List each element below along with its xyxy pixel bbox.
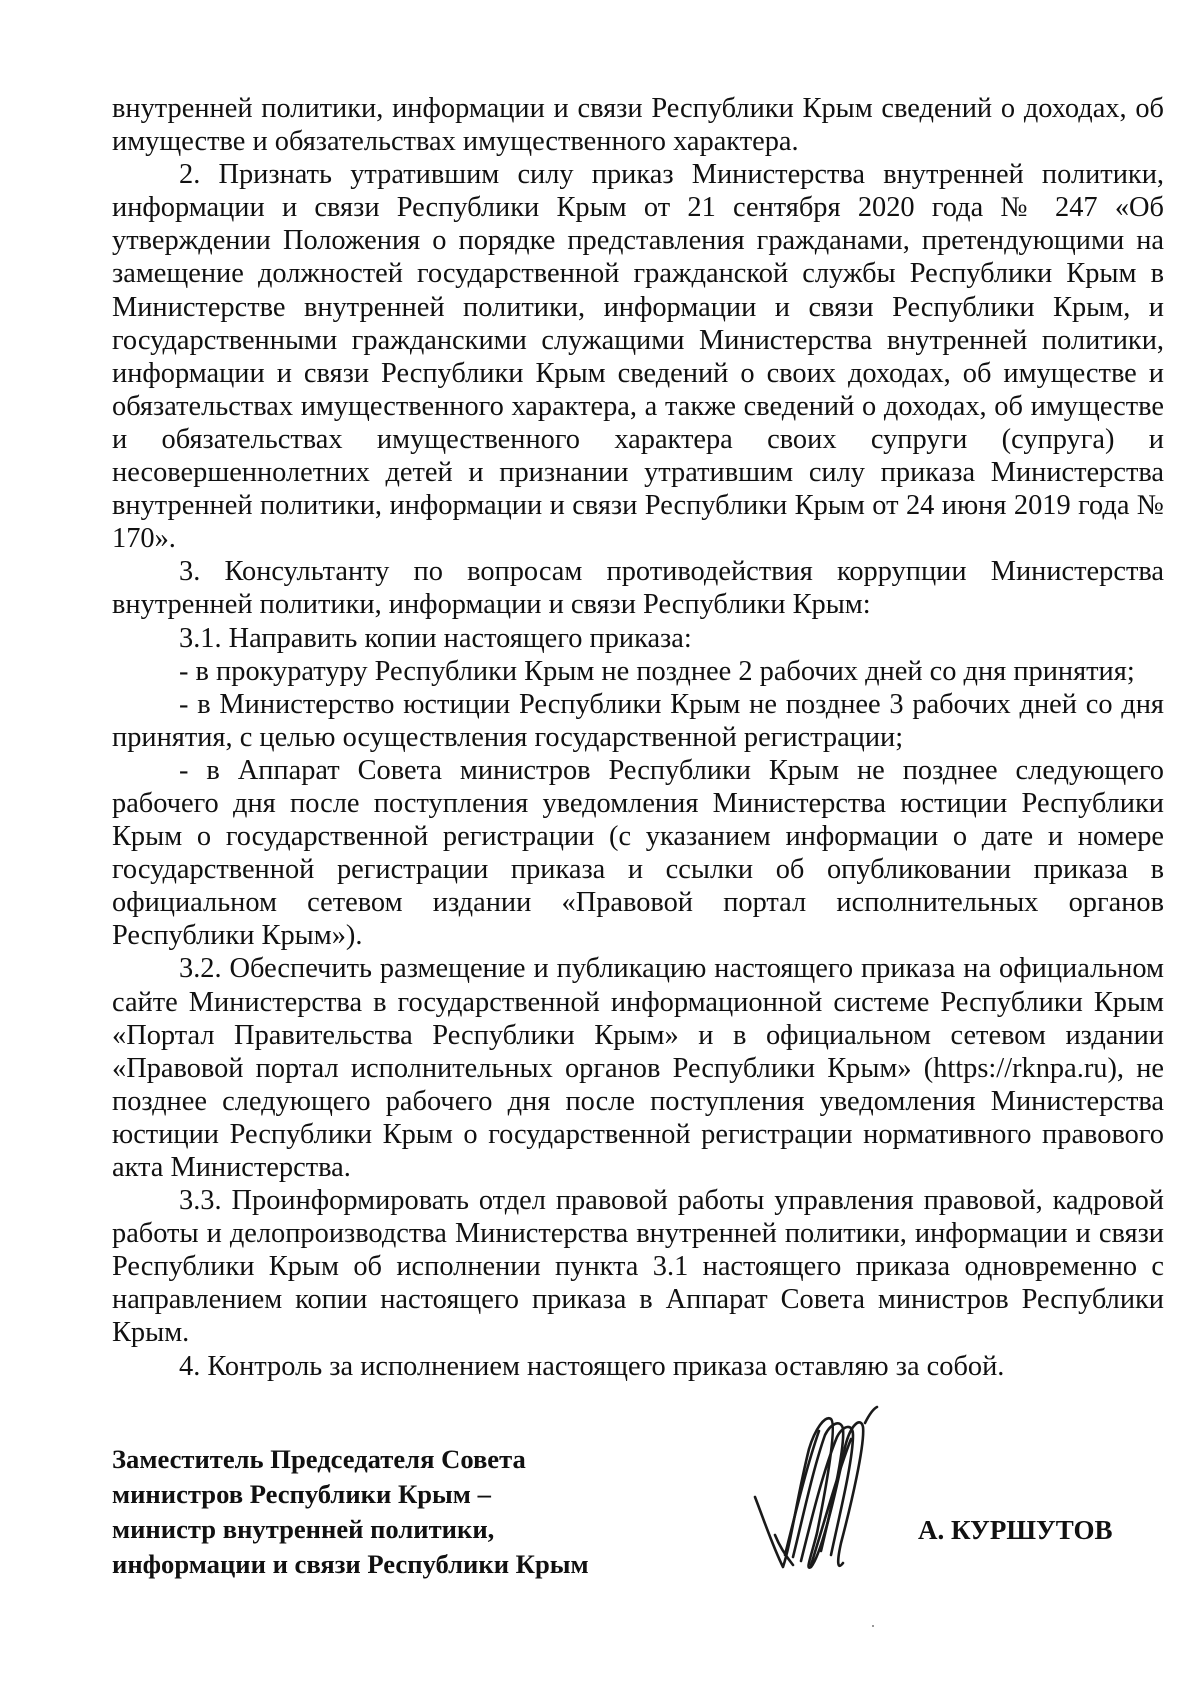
paragraph-item-3-2: 3.2. Обеспечить размещение и публикацию настоящего приказа на официальном сайте Министерства в государственной информационной системе Республики Крым «Портал Правительства Республики Крым» и в официальном сетевом издании «Правовой портал исполнительных органов Республики Крым» (https://rknpa.ru), не позднее следующего рабочего дня после поступления уведомления Министерства юстиции Республики Крым о государственной регистрации нормативного правового акта Министерства. — [112, 953, 1164, 1183]
paragraph-ministry-justice: - в Министерство юстиции Республики Крым не позднее 3 рабочих дней со дня принятия, с целью осуществления государственной регистрации; — [112, 688, 1164, 753]
scan-speck — [872, 1625, 874, 1627]
paragraph-item-4: 4. Контроль за исполнением настоящего приказа оставляю за собой. — [179, 1350, 1005, 1382]
paragraph-continuation: внутренней политики, информации и связи Республики Крым сведений о доходах, об имуществе и обязательствах имущественного характера. — [112, 93, 1164, 158]
handwritten-signature — [745, 1405, 885, 1580]
signatory-position — [112, 1442, 632, 1582]
paragraph-council-apparatus: - в Аппарат Совета министров Республики Крым не позднее следующего рабочего дня после поступления уведомления Министерства юстиции Республики Крым о государственной регистрации (с указанием информации о дате и номере государственной регистрации приказа и ссылки об опубликовании приказа в официальном сетевом издании «Правовой портал исполнительных органов Республики Крым»). — [112, 754, 1164, 952]
paragraph-item-3: 3. Консультанту по вопросам противодействия коррупции Министерства внутренней политики, информации и связи Республики Крым: — [112, 556, 1164, 621]
paragraph-item-3-1: 3.1. Направить копии настоящего приказа: — [179, 622, 692, 654]
document-body — [112, 92, 1164, 1383]
signatory-position-line: информации и связи Республики Крым — [112, 1549, 589, 1579]
paragraph-item-2: 2. Признать утратившим силу приказ Министерства внутренней политики, информации и связи Республики Крым от 21 сентября 2020 года № 247 «Об утверждении Положения о порядке представления гражданами, претендующими на замещение должностей государственной гражданской службы Республики Крым в Министерстве внутренней политики, информации и связи Республики Крым, и государственными гражданскими служащими Министерства внутренней политики, информации и связи Республики Крым сведений о своих доходах, об имуществе и обязательствах имущественного характера, а также сведений о доходах, об имуществе и обязательствах имущественного характера своих супруги (супруга) и несовершеннолетних детей и признании утратившим силу приказа Министерства внутренней политики, информации и связи Республики Крым от 24 июня 2019 года № 170». — [112, 159, 1164, 555]
signatory-position-line: Заместитель Председателя Совета — [112, 1444, 526, 1474]
signatory-position-line: министров Республики Крым – — [112, 1479, 491, 1509]
signatory-name: А. КУРШУТОВ — [918, 1515, 1113, 1545]
paragraph-item-3-3: 3.3. Проинформировать отдел правовой работы управления правовой, кадровой работы и делопроизводства Министерства внутренней политики, информации и связи Республики Крым об исполнении пункта 3.1 настоящего приказа одновременно с направлением копии настоящего приказа в Аппарат Совета министров Республики Крым. — [112, 1185, 1164, 1349]
paragraph-prosecutor: - в прокуратуру Республики Крым не позднее 2 рабочих дней со дня принятия; — [179, 655, 1135, 687]
signatory-position-line: министр внутренней политики, — [112, 1514, 495, 1544]
